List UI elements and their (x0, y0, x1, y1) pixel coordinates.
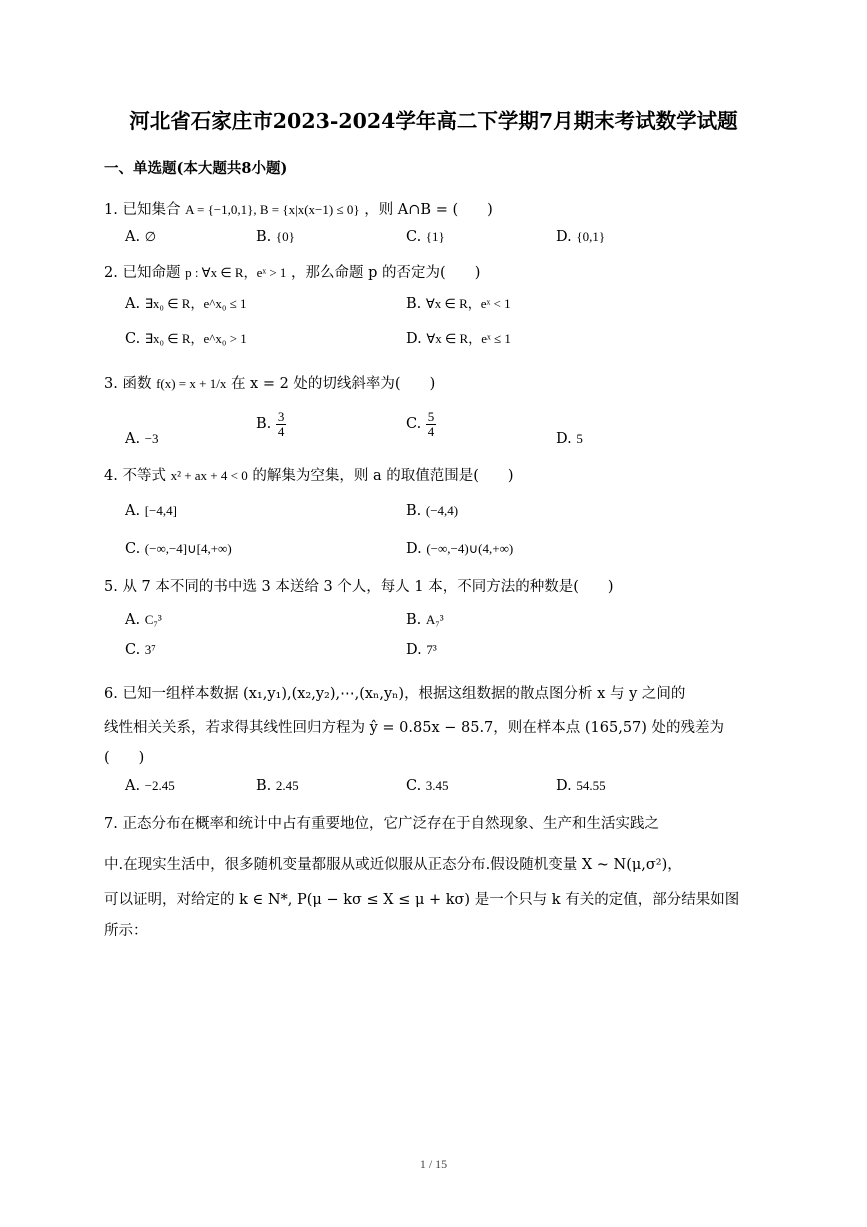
question-number: 3. (104, 376, 118, 392)
question-number: 7. (104, 816, 118, 832)
question-text: 不等式 (122, 468, 166, 484)
option-c: C. (−∞,−4]∪[4,+∞) (125, 541, 232, 557)
page-number: 1 / 15 (419, 1157, 448, 1171)
question-2 (104, 261, 480, 282)
question-text: 正态分布在概率和统计中占有重要地位，它广泛存在于自然现象、生产和生活实践之 (122, 816, 659, 832)
question-number: 4. (104, 468, 118, 484)
option-a: A. −3 (125, 431, 159, 447)
page-title: 河北省石家庄市2023-2024学年高二下学期7月期末考试数学试题 (129, 109, 738, 133)
option-d: D. {0,1} (556, 229, 606, 245)
option-a: A. ∅ (125, 229, 157, 245)
option-d: D. ∀x ∈ R，eˣ ≤ 1 (406, 331, 511, 347)
option-b: B. 2.45 (256, 778, 299, 794)
question-1 (104, 198, 493, 219)
question-7-line-4: 所示： (104, 923, 148, 939)
option-d: D. 5 (556, 431, 583, 447)
option-b: B. (−4,4) (406, 503, 459, 519)
fraction: $\frac{3}{4}$ (277, 409, 285, 439)
question-text: ，那么命题 p 的否定为( ) (291, 265, 481, 281)
question-text: 在 x = 2 处的切线斜率为( ) (230, 376, 436, 392)
question-text: ，则 A∩B = ( ) (364, 202, 493, 218)
option-b: B. $\frac{3}{4}$ (256, 409, 285, 439)
option-b: B. {0} (256, 229, 295, 245)
question-6-line-2: 线性相关关系，若求得其线性回归方程为 ŷ = 0.85x − 85.7，则在样本点 (165,57) 处的残差为 (104, 720, 725, 736)
question-text: 已知命题 (122, 265, 181, 281)
question-math: p : ∀x ∈ R，eˣ > 1 (185, 265, 287, 280)
question-text: 从 7 本不同的书中选 3 本送给 3 个人，每人 1 本，不同方法的种数是( ) (122, 579, 614, 595)
option-d: D. (−∞,−4)∪(4,+∞) (406, 541, 514, 557)
question-math: A = {−1,0,1}, B = {x|x(x−1) ≤ 0} (185, 202, 360, 217)
question-text: 函数 (122, 376, 152, 392)
option-c: C. $\frac{5}{4}$ (406, 409, 435, 439)
question-6-line-3: ( ) (104, 750, 145, 766)
question-6 (104, 682, 685, 703)
option-a: A. ∃x₀ ∈ R，e^x₀ ≤ 1 (125, 296, 247, 312)
option-d: D. 7³ (406, 642, 437, 658)
option-d: D. 54.55 (556, 778, 606, 794)
option-a: A. C₇³ (125, 612, 162, 628)
option-a: A. −2.45 (125, 778, 175, 794)
option-b: B. A₇³ (406, 612, 444, 628)
question-4 (104, 464, 514, 485)
option-a: A. [−4,4] (125, 503, 177, 519)
option-b: B. ∀x ∈ R，eˣ < 1 (406, 296, 511, 312)
option-c: C. {1} (406, 229, 445, 245)
question-7-line-2: 中.在现实生活中，很多随机变量都服从或近似服从正态分布.假设随机变量 X ~ N(μ,σ²)， (104, 857, 682, 873)
question-number: 1. (104, 202, 118, 218)
question-7-line-3: 可以证明，对给定的 k ∈ N*, P(μ − kσ ≤ X ≤ μ + kσ) 是一个只与 k 有关的定值，部分结果如图 (104, 892, 740, 908)
question-number: 6. (104, 686, 118, 702)
question-text: 已知集合 (122, 202, 181, 218)
question-math: x² + ax + 4 < 0 (170, 468, 248, 483)
option-c: C. ∃x₀ ∈ R，e^x₀ > 1 (125, 331, 247, 347)
question-number: 2. (104, 265, 118, 281)
question-number: 5. (104, 579, 118, 595)
question-text: 的解集为空集，则 a 的取值范围是( ) (252, 468, 514, 484)
option-c: C. 3⁷ (125, 642, 156, 658)
question-text: 已知一组样本数据 (x₁,y₁),(x₂,y₂),⋯,(xₙ,yₙ)，根据这组数据的散点图分析 x 与 y 之间的 (122, 686, 686, 702)
question-7 (104, 812, 659, 833)
question-5 (104, 575, 614, 596)
fraction: $\frac{5}{4}$ (427, 409, 435, 439)
section-heading: 一、单选题(本大题共8小题) (104, 160, 288, 177)
question-math: f(x) = x + 1/x (156, 376, 227, 391)
option-c: C. 3.45 (406, 778, 449, 794)
question-3 (104, 372, 435, 393)
